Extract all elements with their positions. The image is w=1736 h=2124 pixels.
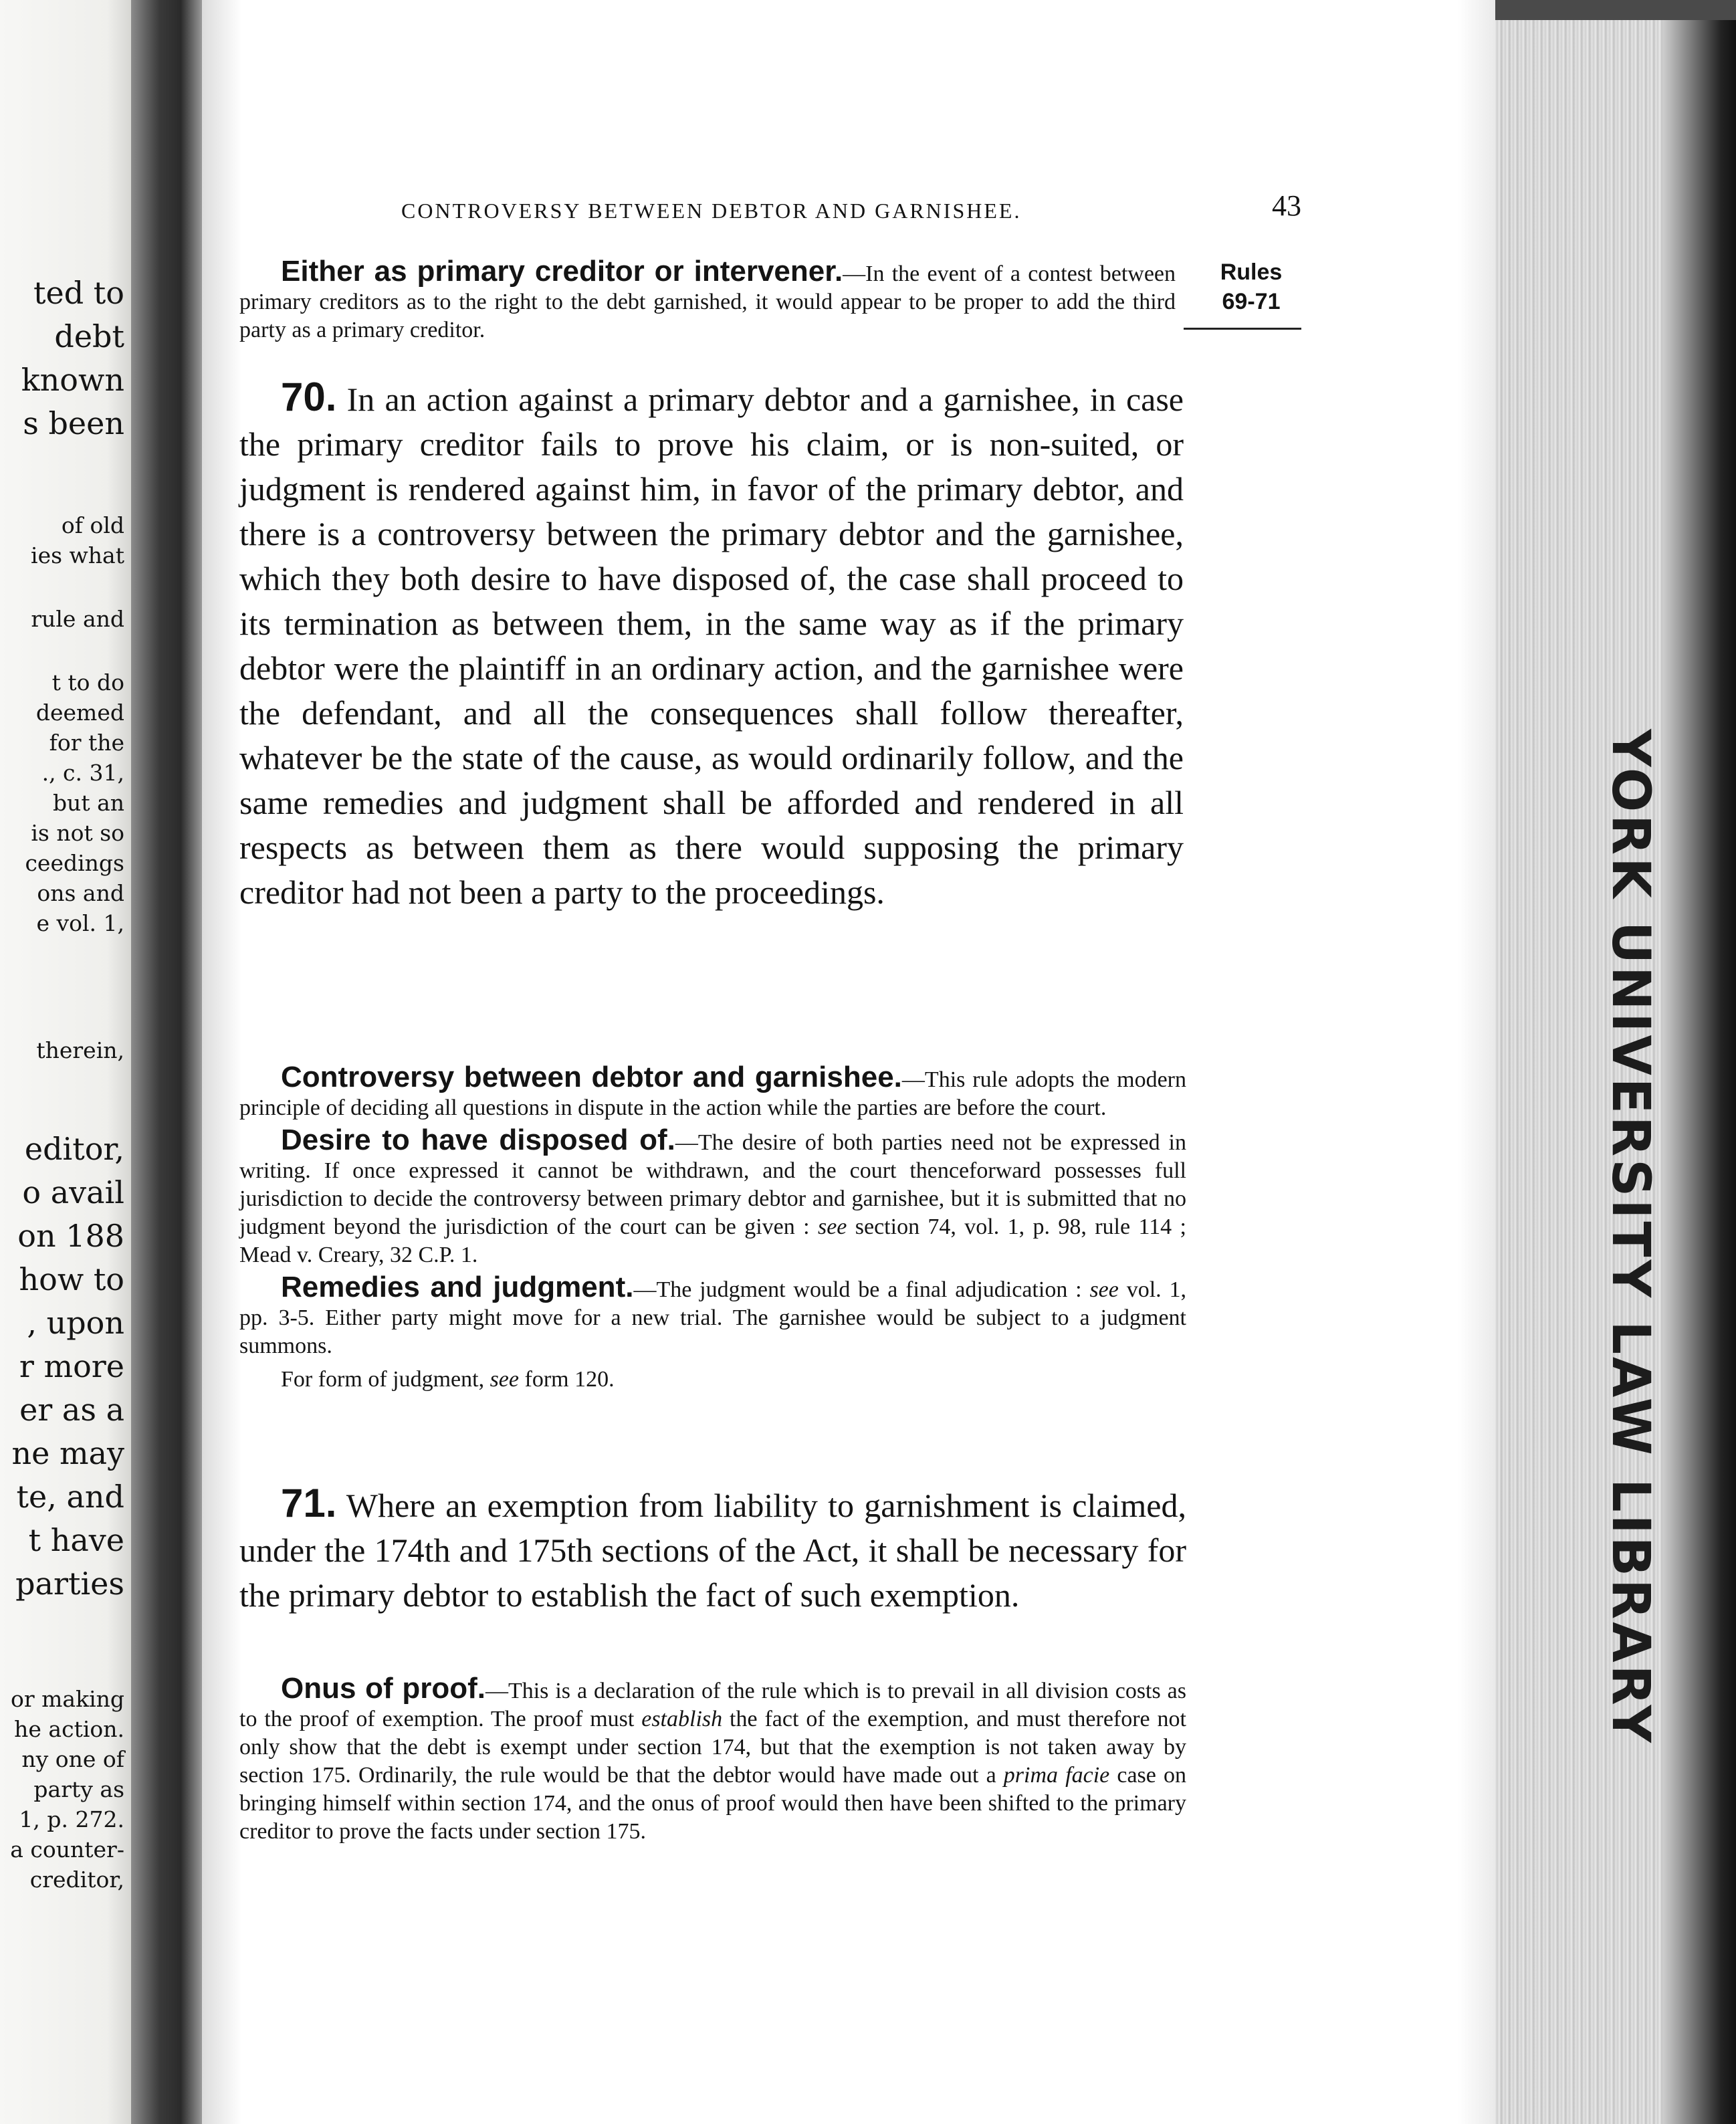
note-text-end: case on bringing himself within section 174, and the onus of proof would then have been shifted to the primary creditor to prove the facts under section 175. [239, 1763, 1186, 1844]
left-page-fragment: te, and [16, 1479, 124, 1515]
left-page-fragment: ne may [11, 1435, 124, 1471]
note-text-cont: form 120. [519, 1367, 615, 1392]
note-controversy [239, 1063, 1186, 1122]
note-heading: Remedies and judgment. [281, 1271, 634, 1303]
note-desire [239, 1126, 1186, 1269]
note-onus [239, 1672, 1187, 1846]
rule-number: 70. [281, 375, 337, 419]
left-page-fragment: debt [54, 318, 124, 354]
left-page-fragment: o avail [22, 1174, 124, 1210]
running-head: CONTROVERSY BETWEEN DEBTOR AND GARNISHEE. [401, 199, 1022, 223]
note-heading: Desire to have disposed of. [281, 1124, 675, 1156]
note-heading: Onus of proof. [281, 1672, 485, 1705]
page-number: 43 [1272, 189, 1301, 222]
left-page-fragment: r more [19, 1348, 124, 1384]
rule-text: In an action against a primary debtor and a garnishee, in case the primary creditor fails to prove his claim, or is non-suited, or judgment is rendered against him, in favor of the primary debtor, and there is a controversy between the primary debtor and the garnishee, which they both desire to have disposed of, the case shall proceed to its termination as between them, in the same way as if the primary debtor were the plaintiff in an ordinary action, and the garnishee were the defendant, and all the consequences shall follow thereafter, whatever be the state of the cause, as would ordinarily follow, and the same remedies and judgment shall be afforded and rendered in all respects as between them as there would supposing the primary creditor had not been a party to the proceedings. [239, 381, 1184, 911]
left-page-fragment: of old [61, 512, 124, 538]
left-page-fragment: editor, [24, 1131, 124, 1167]
left-page-fragment: 1, p. 272. [19, 1806, 124, 1832]
left-page-fragment: known [21, 362, 124, 398]
left-page-fragment: therein, [36, 1037, 124, 1063]
left-page-fragment: party as [33, 1776, 124, 1802]
left-page-fragment: rule and [31, 606, 124, 632]
note-text: —In the event of a contest between primary creditors as to the right to the debt garnished, it would appear to be proper to add the third party as a primary creditor. [239, 261, 1176, 342]
left-page-fragment: he action. [14, 1716, 124, 1742]
note-text-cont: section 74, vol. 1, p. 98, rule 114 ; Mead v. Creary, 32 C.P. 1. [239, 1214, 1186, 1267]
note-see: see [490, 1367, 519, 1392]
note-text: —This is a declaration of the rule which is to prevail in all division costs as to the proof of exemption. The proof must [239, 1679, 1186, 1731]
note-heading: Controversy between debtor and garnishee. [281, 1061, 902, 1093]
note-form [239, 1366, 1186, 1394]
note-remedies [239, 1273, 1186, 1360]
left-page-fragment: e vol. 1, [36, 910, 124, 936]
rule-number: 71. [281, 1481, 337, 1525]
note-heading: Either as primary creditor or intervener. [281, 255, 843, 288]
left-page-fragment: or making [10, 1686, 124, 1712]
left-page-fragment: ny one of [21, 1746, 124, 1772]
left-page-fragment: creditor, [29, 1867, 124, 1893]
left-page-fragment: how to [19, 1261, 124, 1297]
left-page-fragment: , upon [27, 1305, 124, 1341]
note-text: —The desire of both parties need not be expressed in writing. If once expressed it cannot be withdrawn, and the court thenceforward possesses full jurisdiction to decide the controversy between primary debtor and garnishee, but it is submitted that no judgment beyond the jurisdiction of the court can be given : [239, 1130, 1186, 1239]
left-page-fragment: parties [15, 1566, 124, 1602]
note-text-cont: vol. 1, pp. 3-5. Either party might move for a new trial. The garnishee would be subject to a judgment summons. [239, 1277, 1187, 1358]
left-page-fragment: ons and [37, 880, 124, 906]
left-page-fragment: ted to [33, 275, 124, 311]
note-emphasis: establish [641, 1707, 723, 1731]
left-page-fragment: s been [23, 405, 124, 441]
notes-rule-70 [239, 1063, 1186, 1394]
rule-71 [239, 1481, 1186, 1618]
margin-note [1200, 257, 1303, 316]
page-shadow-left [202, 0, 242, 2124]
left-page-fragment: t to do [51, 669, 124, 696]
left-page-fragment: a counter- [10, 1836, 124, 1863]
note-see: see [1089, 1277, 1119, 1302]
note-latin: prima facie [1003, 1763, 1110, 1788]
rule-70 [239, 375, 1184, 915]
left-page-fragment: t have [28, 1522, 124, 1558]
left-page-fragment: for the [49, 730, 124, 756]
note-text: For form of judgment, [281, 1367, 490, 1392]
page-edges-top [1495, 0, 1736, 20]
rule-text: Where an exemption from liability to garnishment is claimed, under the 174th and 175th sections of the Act, it shall be necessary for the primary debtor to establish the fact of such exemption. [239, 1487, 1187, 1614]
left-page-fragment: but an [52, 790, 124, 816]
left-page-fragment: ies what [31, 542, 124, 568]
left-page-fragment: is not so [31, 820, 124, 846]
margin-note-line2: 69-71 [1222, 289, 1281, 314]
margin-rule [1184, 328, 1301, 330]
spine-stamp-text: YORK UNIVERSITY LAW LIBRARY [1600, 729, 1660, 1745]
note-text-cont: the fact of the exemption, and must therefore not only show that the debt is exempt under section 174, but that the exemption is not taken away by section 175. Ordinarily, the rule would be that the debtor would have made out a [239, 1707, 1187, 1788]
note-text: —The judgment would be a final adjudication : [633, 1277, 1090, 1302]
left-page-fragment: on 188 [17, 1218, 124, 1254]
book-gutter [131, 0, 202, 2124]
spine-stamp [1600, 729, 1660, 1745]
left-page-fragment: ceedings [25, 850, 124, 876]
note-either-primary [239, 257, 1176, 344]
margin-note-line1: Rules [1220, 259, 1283, 285]
left-page-fragment: deemed [35, 700, 124, 726]
left-page-fragment: er as a [19, 1392, 124, 1428]
left-page-fragment: ., c. 31, [41, 760, 124, 786]
note-text: —This rule adopts the modern principle of deciding all questions in dispute in the action while the parties are before the court. [239, 1067, 1186, 1120]
note-see: see [817, 1214, 847, 1239]
page-shadow-right [1458, 0, 1498, 2124]
